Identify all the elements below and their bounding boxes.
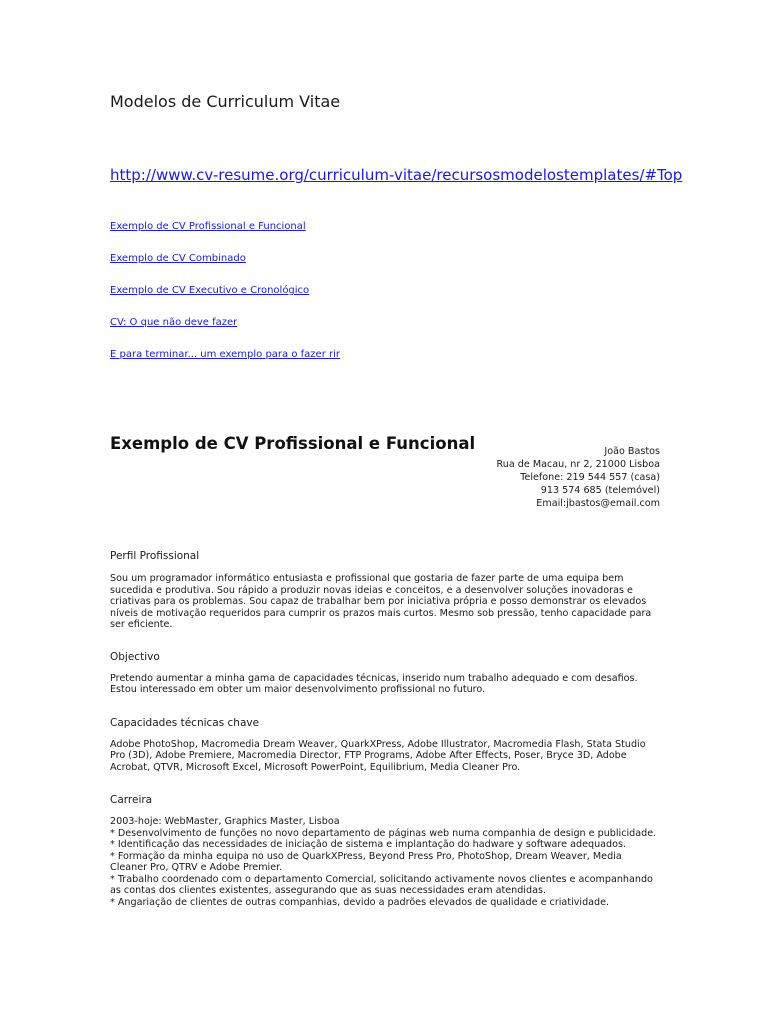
objective-heading: Objectivo [110, 650, 160, 663]
toc-link-combinado[interactable]: Exemplo de CV Combinado [110, 253, 246, 264]
document-title: Modelos de Curriculum Vitae [110, 92, 341, 111]
career-section [110, 793, 660, 908]
career-item: * Trabalho coordenado com o departamento Comercial, solicitando activamente novos clientes e acompanhando as contas dos clientes existentes, assegurando que as suas necessidades eram atendidas. [110, 873, 653, 896]
profile-text: Sou um programador informático entusiasta e profissional que gostaria de fazer parte de uma equipa bem sucedida e produtiva. Sou rápido a produzir novas ideias e conceitos, e a desenvolver soluções inovadoras e criativas para os problemas. Sou capaz de trabalhar bem por iniciativa própria e posso demonstrar os elevados níveis de motivação requeridos para cumprir os prazos mais curtos. Mesmo sob pressão, tenho capacidade para ser eficiente. [110, 573, 652, 630]
contact-phone-home: Telefone: 219 544 557 (casa) [520, 472, 660, 483]
objective-text: Pretendo aumentar a minha gama de capacidades técnicas, inserido num trabalho adequado e com desafios. Estou interessado em obter um maior desenvolvimento profissional no futuro. [110, 672, 638, 695]
career-period: 2003-hoje: WebMaster, Graphics Master, Lisboa [110, 816, 340, 827]
source-url-link[interactable]: http://www.cv-resume.org/curriculum-vitae/recursosmodelostemplates/#Top [110, 166, 683, 184]
toc-link-o-que-nao-fazer[interactable]: CV: O que não deve fazer [110, 317, 238, 328]
contact-phone-mobile: 913 574 685 (telemóvel) [540, 485, 660, 496]
career-item: * Angariação de clientes de outras companhias, devido a padrões elevados de qualidade e criatividade. [110, 896, 610, 908]
toc-item [110, 316, 340, 348]
toc-link-executivo-cronologico[interactable]: Exemplo de CV Executivo e Cronológico [110, 285, 310, 296]
table-of-contents [110, 220, 340, 380]
toc-link-para-terminar[interactable]: E para terminar... um exemplo para o fazer rir [110, 349, 340, 360]
objective-section [110, 650, 660, 696]
contact-email: Email:jbastos@email.com [536, 498, 660, 509]
toc-item [110, 220, 340, 252]
career-item: * Desenvolvimento de funções no novo departamento de páginas web numa companhia de design e publicidade. [110, 827, 657, 839]
contact-block [497, 445, 660, 510]
profile-section [110, 549, 660, 631]
toc-item [110, 348, 340, 380]
contact-address: Rua de Macau, nr 2, 21000 Lisboa [496, 459, 660, 470]
toc-item [110, 252, 340, 284]
career-item: * Identificação das necessidades de iniciação de sistema e implantação do hadware y software adequados. [110, 839, 627, 850]
career-item: * Formação da minha equipa no uso de QuarkXPress, Beyond Press Pro, PhotoShop, Dream Weaver, Media Cleaner Pro, QTRV e Adobe Premier. [110, 850, 622, 873]
skills-text: Adobe PhotoShop, Macromedia Dream Weaver, QuarkXPress, Adobe Illustrator, Macromedia Flash, Stata Studio Pro (3D), Adobe Premiere, Macromedia Director, FTP Programs, Adobe After Effects, Poser, Bryce 3D, Adobe Acrobat, QTVR, Microsoft Excel, Microsoft PowerPoint, Equilibrium, Media Cleaner Pro. [110, 738, 646, 773]
skills-heading: Capacidades técnicas chave [110, 716, 260, 729]
cv-body [110, 549, 660, 908]
career-heading: Carreira [110, 794, 153, 806]
toc-link-profissional-funcional[interactable]: Exemplo de CV Profissional e Funcional [110, 221, 306, 232]
contact-name: João Bastos [604, 446, 660, 457]
profile-heading: Perfil Profissional [110, 550, 200, 562]
toc-item [110, 284, 340, 316]
skills-section [110, 716, 660, 774]
cv-section-title: Exemplo de CV Profissional e Funcional [110, 434, 476, 453]
